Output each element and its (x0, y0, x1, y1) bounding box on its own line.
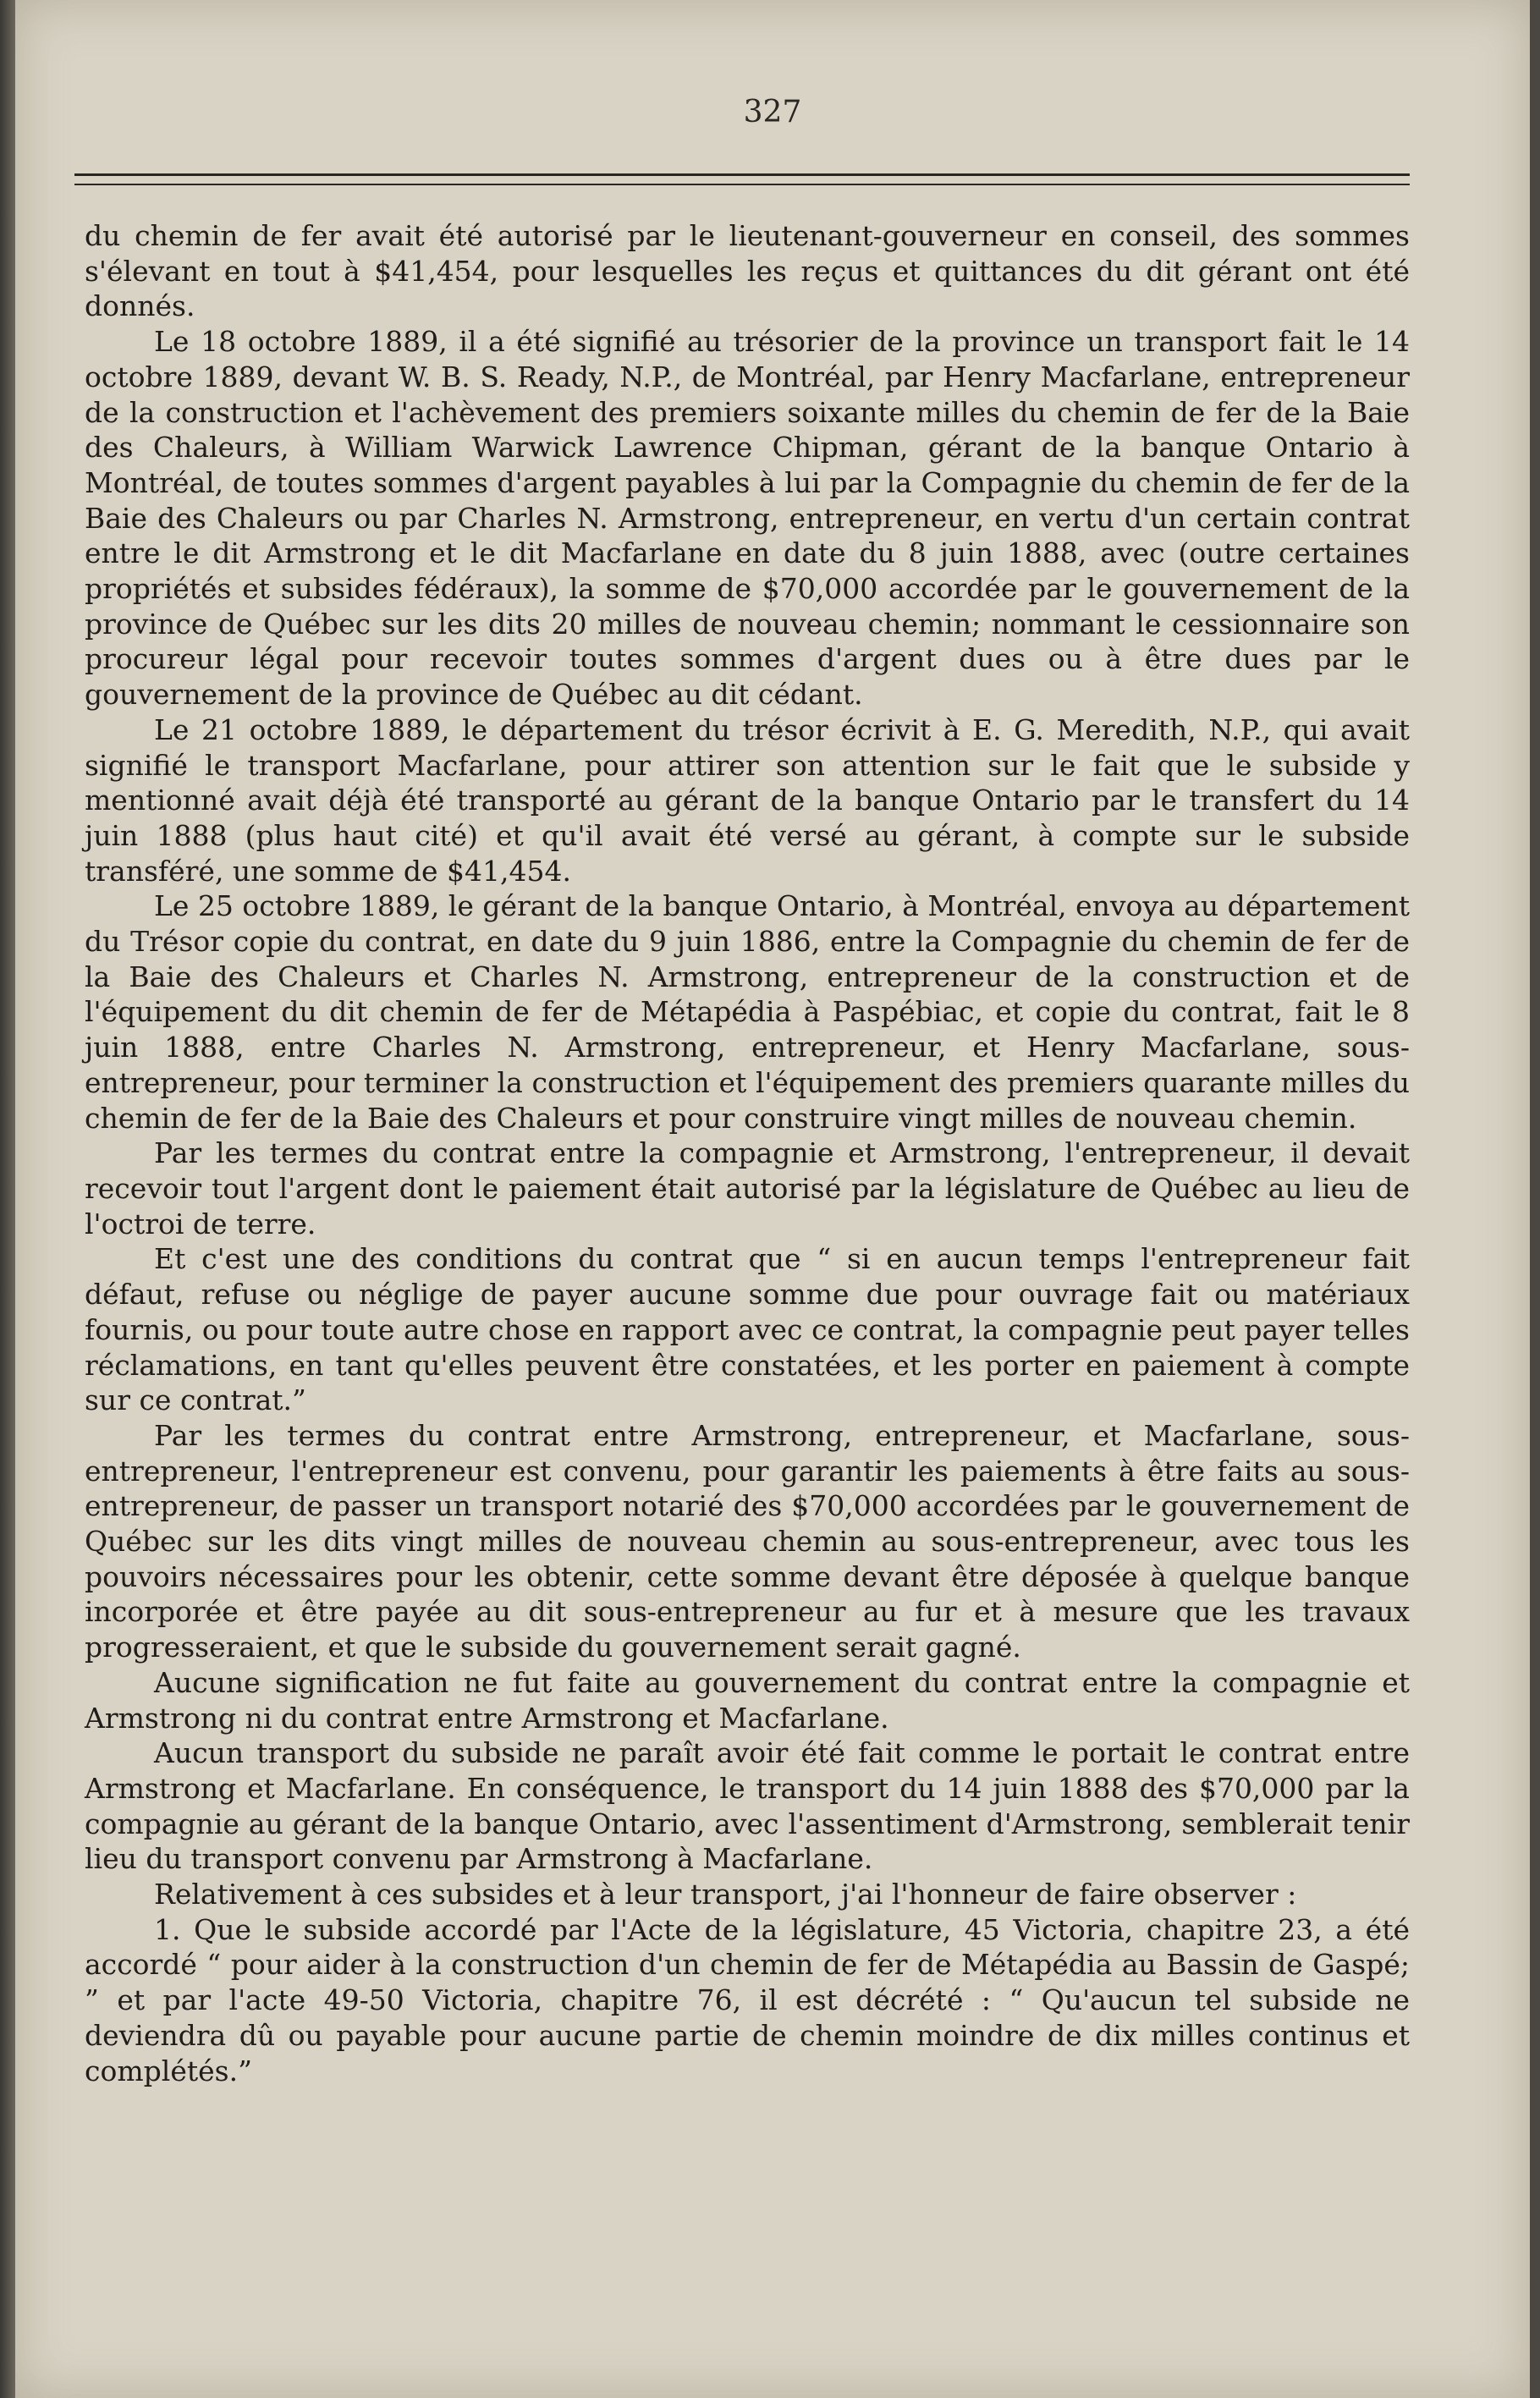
paragraph-aucune-signification: Aucune signification ne fut faite au gouvernement du contrat entre la compagnie et Armstrong ni du contrat entre Armstrong et Macfarlane. (85, 1665, 1410, 1735)
paragraph-continuation: du chemin de fer avait été autorisé par le lieutenant-gouverneur en conseil, des sommes s'élevant en tout à $41,454, pour lesquelles les reçus et quittances du dit gérant ont été donnés. (85, 219, 1410, 323)
paragraph-25-octobre: Le 25 octobre 1889, le gérant de la banque Ontario, à Montréal, envoya au département du Trésor copie du contrat, en date du 9 juin 1886, entre la Compagnie du chemin de fer de la Baie des Chaleurs et Charles N. Armstrong, entrepreneur de la construction et de l'équipement du dit chemin de fer de Métapédia à Paspébiac, et copie du contrat, fait le 8 juin 1888, entre Charles N. Armstrong, entrepreneur, et Henry Macfarlane, sous-entrepreneur, pour terminer la construction et l'équipement des premiers quarante milles du chemin de fer de la Baie des Chaleurs et pour construire vingt milles de nouveau chemin. (85, 889, 1410, 1135)
paragraph-relativement: Relativement à ces subsides et à leur transport, j'ai l'honneur de faire observer : (154, 1878, 1297, 1911)
book-gutter (0, 0, 15, 2398)
paragraph-aucun-transport: Aucun transport du subside ne paraît avoir été fait comme le portait le contrat entre Armstrong et Macfarlane. En conséquence, le transport du 14 juin 1888 des $70,000 par la compagnie au gérant de la banque Ontario, avec l'assentiment d'Armstrong, semblerait tenir lieu du transport convenu par Armstrong à Macfarlane. (85, 1736, 1410, 1876)
paragraph-termes-contrat-armstrong: Par les termes du contrat entre Armstrong, entrepreneur, et Macfarlane, sous-entrepreneur, l'entrepreneur est convenu, pour garantir les paiements à être faits au sous-entrepreneur, de passer un transport notarié des $70,000 accordées par le gouvernement de Québec sur les dits vingt milles de nouveau chemin au sous-entrepreneur, avec tous les pouvoirs nécessaires pour les obtenir, cette somme devant être déposée à quelque banque incorporée et être payée au dit sous-entrepreneur au fur et à mesure que les travaux progresseraient, et que le subside du gouvernement serait gagné. (85, 1418, 1410, 1664)
document-page (15, 0, 1530, 2398)
header-rule-bottom (74, 184, 1410, 185)
paragraph-point-1: 1. Que le subside accordé par l'Acte de la législature, 45 Victoria, chapitre 23, a été accordé “ pour aider à la construction d'un chemin de fer de Métapédia au Bassin de Gaspé; ” et par l'acte 49-50 Victoria, chapitre 76, il est décrété : “ Qu'aucun tel subside ne deviendra dû ou payable pour aucune partie de chemin moindre de dix milles continus et complétés.” (85, 1912, 1410, 2087)
paragraph-termes-contrat-compagnie: Par les termes du contrat entre la compagnie et Armstrong, l'entrepreneur, il devait recevoir tout l'argent dont le paiement était autorisé par la législature de Québec au lieu de l'octroi de terre. (85, 1136, 1410, 1240)
header-rule-top (74, 173, 1410, 176)
paragraph-transport-18-octobre: Le 18 octobre 1889, il a été signifié au trésorier de la province un transport fait le 14 octobre 1889, devant W. B. S. Ready, N.P., de Montréal, par Henry Macfarlane, entrepreneur de la construction et l'achèvement des premiers soixante milles du chemin de fer de la Baie des Chaleurs, à William Warwick Lawrence Chipman, gérant de la banque Ontario à Montréal, de toutes sommes d'argent payables à lui par la Compagnie du chemin de fer de la Baie des Chaleurs ou par Charles N. Armstrong, entrepreneur, en vertu d'un certain contrat entre le dit Armstrong et le dit Macfarlane en date du 8 juin 1888, avec (outre certaines propriétés et subsides fédéraux), la somme de $70,000 accordée par le gouvernement de la province de Québec sur les dits 20 milles de nouveau chemin; nommant le cessionnaire son procureur légal pour recevoir toutes sommes d'argent dues ou à être dues par le gouvernement de la province de Québec au dit cédant. (85, 325, 1410, 712)
paragraph-conditions-contrat: Et c'est une des conditions du contrat que “ si en aucun temps l'entrepreneur fait défaut, refuse ou néglige de payer aucune somme due pour ouvrage fait ou matériaux fournis, ou pour toute autre chose en rapport avec ce contrat, la compagnie peut payer telles réclamations, en tant qu'elles peuvent être constatées, et les porter en paiement à compte sur ce contrat.” (85, 1242, 1410, 1417)
page-number: 327 (743, 95, 802, 129)
body-text (85, 218, 1410, 2088)
paragraph-21-octobre: Le 21 octobre 1889, le département du trésor écrivit à E. G. Meredith, N.P., qui avait signifié le transport Macfarlane, pour attirer son attention sur le fait que le subside y mentionné avait déjà été transporté au gérant de la banque Ontario par le transfert du 14 juin 1888 (plus haut cité) et qu'il avait été versé au gérant, à compte sur le subside transféré, une somme de $41,454. (85, 712, 1410, 888)
